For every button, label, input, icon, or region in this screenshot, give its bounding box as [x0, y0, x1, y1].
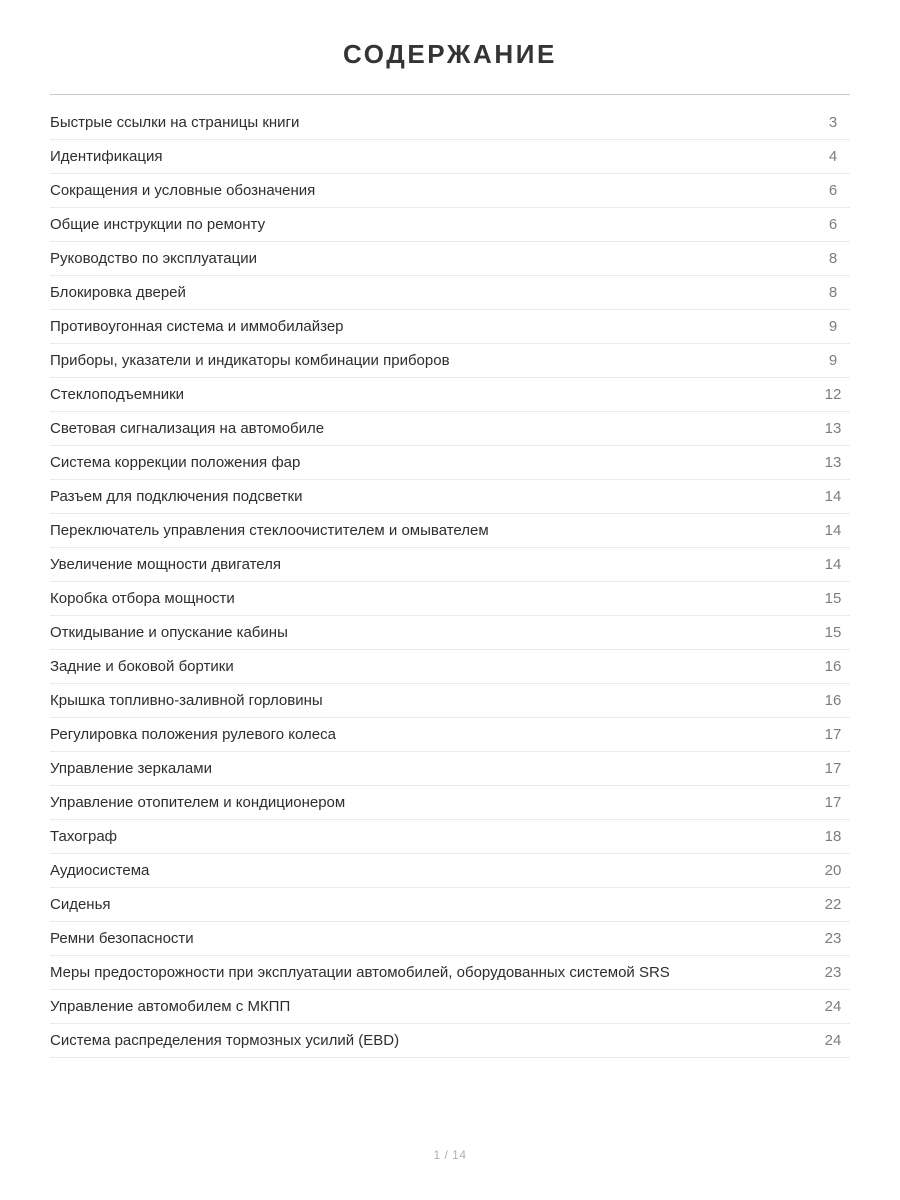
- toc-entry[interactable]: [50, 650, 850, 684]
- toc-entry[interactable]: [50, 548, 850, 582]
- toc-entry-page-number: 6: [828, 215, 838, 233]
- toc-entry-page-number: 8: [828, 249, 838, 267]
- toc-entry[interactable]: [50, 888, 850, 922]
- toc-entry-title: Задние и боковой бортики: [50, 657, 234, 675]
- toc-entry-title: Управление зеркалами: [50, 759, 212, 777]
- toc-entry-title: Идентификация: [50, 147, 163, 165]
- toc-entry-title: Тахограф: [50, 827, 118, 845]
- toc-entry[interactable]: [50, 106, 850, 140]
- toc-entry-title: Переключатель управления стеклоочистителем и омывателем: [50, 521, 489, 539]
- toc-entry-page-number: 13: [824, 453, 842, 471]
- toc-entry[interactable]: [50, 480, 850, 514]
- toc-entry-title: Управление автомобилем с МКПП: [50, 997, 291, 1015]
- toc-entry-page-number: 16: [824, 691, 842, 709]
- toc-entry-page-number: 8: [828, 283, 838, 301]
- toc-entry[interactable]: [50, 208, 850, 242]
- toc-entry-title: Аудиосистема: [50, 861, 150, 879]
- toc-entry-page-number: 13: [824, 419, 842, 437]
- toc-entry-page-number: 3: [828, 113, 838, 131]
- toc-entry[interactable]: [50, 1024, 850, 1058]
- toc-entry[interactable]: [50, 446, 850, 480]
- page-title: СОДЕРЖАНИЕ: [343, 39, 557, 69]
- toc-entry[interactable]: [50, 310, 850, 344]
- toc-entry-page-number: 17: [824, 793, 842, 811]
- toc-entry-page-number: 16: [824, 657, 842, 675]
- toc-entry[interactable]: [50, 990, 850, 1024]
- toc-entry-page-number: 9: [828, 317, 838, 335]
- toc-entry-page-number: 12: [824, 385, 842, 403]
- toc-entry-title: Блокировка дверей: [50, 283, 186, 301]
- toc-entry-title: Световая сигнализация на автомобиле: [50, 419, 325, 437]
- toc-entry-title: Ремни безопасности: [50, 929, 194, 947]
- toc-entry-title: Система распределения тормозных усилий (EBD): [50, 1031, 400, 1049]
- toc-list: [50, 106, 850, 1058]
- page-footer: 1 / 14: [433, 1148, 467, 1162]
- toc-entry-title: Система коррекции положения фар: [50, 453, 301, 471]
- toc-entry[interactable]: [50, 922, 850, 956]
- toc-entry-page-number: 15: [824, 623, 842, 641]
- toc-entry[interactable]: [50, 752, 850, 786]
- toc-entry-title: Сокращения и условные обозначения: [50, 181, 316, 199]
- toc-entry[interactable]: [50, 378, 850, 412]
- toc-entry-title: Быстрые ссылки на страницы книги: [50, 113, 300, 131]
- toc-entry-title: Противоугонная система и иммобилайзер: [50, 317, 344, 335]
- toc-entry-page-number: 20: [824, 861, 842, 879]
- toc-entry[interactable]: [50, 412, 850, 446]
- toc-top-divider: [50, 94, 850, 95]
- toc-entry-page-number: 24: [824, 1031, 842, 1049]
- toc-entry-page-number: 17: [824, 759, 842, 777]
- toc-entry-page-number: 9: [828, 351, 838, 369]
- toc-entry-title: Регулировка положения рулевого колеса: [50, 725, 336, 743]
- toc-entry-title: Увеличение мощности двигателя: [50, 555, 282, 573]
- toc-entry[interactable]: [50, 140, 850, 174]
- toc-entry[interactable]: [50, 276, 850, 310]
- toc-entry[interactable]: [50, 684, 850, 718]
- toc-entry[interactable]: [50, 820, 850, 854]
- toc-entry-page-number: 14: [824, 555, 842, 573]
- toc-entry[interactable]: [50, 854, 850, 888]
- toc-entry-page-number: 14: [824, 521, 842, 539]
- toc-entry-title: Откидывание и опускание кабины: [50, 623, 288, 641]
- toc-entry-title: Крышка топливно-заливной горловины: [50, 691, 323, 709]
- toc-entry[interactable]: [50, 582, 850, 616]
- toc-entry-title: Коробка отбора мощности: [50, 589, 235, 607]
- toc-entry-title: Меры предосторожности при эксплуатации автомобилей, оборудованных системой SRS: [50, 963, 670, 981]
- toc-entry-page-number: 17: [824, 725, 842, 743]
- toc-entry-title: Приборы, указатели и индикаторы комбинации приборов: [50, 351, 450, 369]
- toc-entry-page-number: 22: [824, 895, 842, 913]
- toc-entry[interactable]: [50, 242, 850, 276]
- toc-entry[interactable]: [50, 514, 850, 548]
- toc-entry[interactable]: [50, 718, 850, 752]
- toc-entry-page-number: 23: [824, 963, 842, 981]
- toc-entry-page-number: 18: [824, 827, 842, 845]
- toc-entry[interactable]: [50, 616, 850, 650]
- toc-entry-title: Управление отопителем и кондиционером: [50, 793, 346, 811]
- toc-entry[interactable]: [50, 786, 850, 820]
- toc-entry-page-number: 24: [824, 997, 842, 1015]
- toc-entry-title: Сиденья: [50, 895, 111, 913]
- toc-entry-page-number: 14: [824, 487, 842, 505]
- table-of-contents: [50, 71, 850, 1058]
- toc-entry-title: Руководство по эксплуатации: [50, 249, 257, 267]
- toc-entry-page-number: 15: [824, 589, 842, 607]
- toc-entry-title: Разъем для подключения подсветки: [50, 487, 303, 505]
- toc-entry-title: Стеклоподъемники: [50, 385, 185, 403]
- toc-entry[interactable]: [50, 956, 850, 990]
- toc-entry-title: Общие инструкции по ремонту: [50, 215, 266, 233]
- toc-entry[interactable]: [50, 344, 850, 378]
- toc-entry-page-number: 6: [828, 181, 838, 199]
- toc-entry-page-number: 4: [828, 147, 838, 165]
- toc-entry-page-number: 23: [824, 929, 842, 947]
- toc-entry[interactable]: [50, 174, 850, 208]
